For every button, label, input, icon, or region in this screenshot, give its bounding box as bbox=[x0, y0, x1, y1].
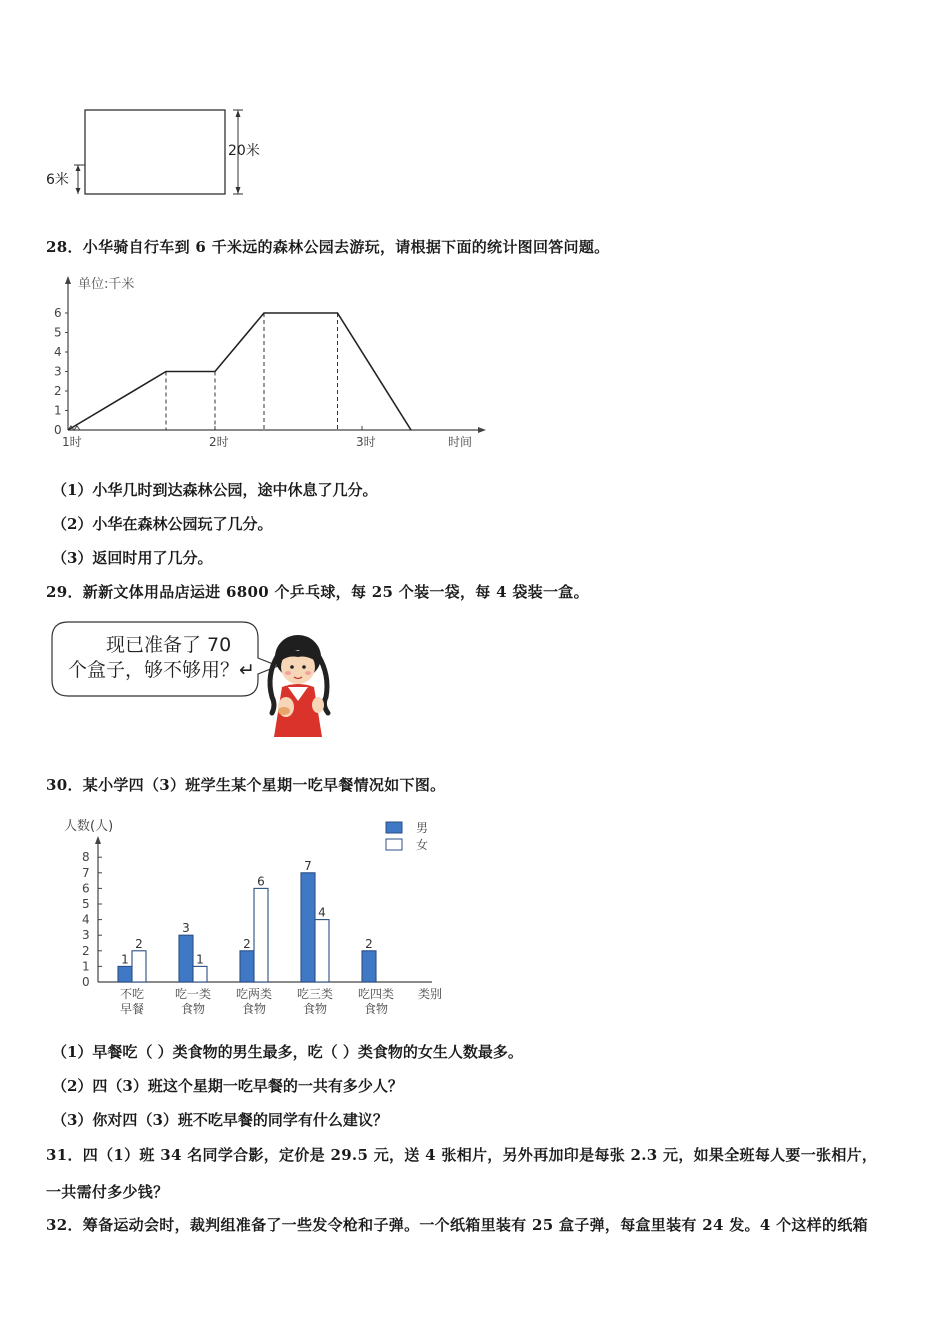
y-tick-label: 0 bbox=[82, 975, 90, 989]
question-31-line1: 31．四（1）班 34 名同学合影，定价是 29.5 元，送 4 张相片，另外再加印是每张 2.3 元，如果全班每人要一张相片， bbox=[46, 1146, 878, 1164]
legend-swatch bbox=[386, 839, 402, 850]
y-tick-label: 6 bbox=[54, 306, 62, 320]
y-tick-label: 1 bbox=[82, 959, 90, 974]
legend-swatch bbox=[386, 822, 402, 833]
q30-sub1: （1）早餐吃（ ）类食物的男生最多，吃（ ）类食物的女生人数最多。 bbox=[52, 1043, 523, 1061]
q28-sub1: （1）小华几时到达森林公园，途中休息了几分。 bbox=[52, 481, 378, 499]
distance-series-line bbox=[68, 313, 411, 430]
question-31-line2: 一共需付多少钱？ bbox=[46, 1183, 169, 1201]
x-axis-title: 类别 bbox=[417, 987, 443, 1001]
bar-data-label: 2 bbox=[365, 936, 373, 951]
y-tick-label: 1 bbox=[54, 403, 62, 418]
question-32-line1: 32．筹备运动会时，裁判组准备了一些发令枪和子弹。一个纸箱里装有 25 盒子弹，每盒里装有 24 发。4 个这样的纸箱 bbox=[46, 1216, 868, 1234]
q30-sub3: （3）你对四（3）班不吃早餐的同学有什么建议？ bbox=[52, 1111, 388, 1129]
question-30: 30．某小学四（3）班学生某个星期一吃早餐情况如下图。 bbox=[46, 776, 446, 794]
bar-data-label: 1 bbox=[196, 952, 204, 967]
y-tick-label: 4 bbox=[82, 912, 90, 927]
legend-label: 女 bbox=[416, 838, 429, 852]
y-tick-label: 7 bbox=[82, 865, 90, 880]
y-axis-arrow bbox=[65, 276, 71, 284]
bar-girls bbox=[193, 966, 207, 982]
category-label-line2: 食物 bbox=[241, 1002, 267, 1016]
bar-data-label: 4 bbox=[318, 905, 326, 920]
category-label-line2: 食物 bbox=[302, 1002, 328, 1016]
bar-girls bbox=[254, 888, 268, 982]
y-tick-label: 0 bbox=[54, 423, 62, 437]
category-label-line2: 早餐 bbox=[119, 1002, 145, 1016]
bar-boys bbox=[301, 873, 315, 982]
bar-girls bbox=[132, 951, 146, 982]
rectangle-shape bbox=[85, 110, 225, 194]
y-tick-label: 8 bbox=[82, 850, 90, 865]
bar-data-label: 6 bbox=[257, 874, 265, 889]
x-tick-label: 2时 bbox=[209, 435, 229, 449]
y-tick-label: 3 bbox=[82, 928, 90, 943]
y-tick-label: 5 bbox=[54, 325, 62, 340]
bubble-line-2: 个盒子，够不够用？↵ bbox=[68, 659, 255, 681]
category-label-line2: 食物 bbox=[363, 1002, 389, 1016]
y-tick-label: 6 bbox=[82, 881, 90, 896]
bar-data-label: 2 bbox=[135, 936, 143, 951]
category-label: 吃一类 bbox=[174, 987, 212, 1001]
bar-data-label: 2 bbox=[243, 936, 251, 951]
bar-boys bbox=[179, 935, 193, 982]
x-axis-arrow bbox=[478, 427, 486, 433]
label-20m: 20米 bbox=[228, 143, 260, 159]
y-tick-label: 3 bbox=[54, 364, 62, 379]
category-label: 吃三类 bbox=[296, 987, 334, 1001]
bar-data-label: 3 bbox=[182, 921, 190, 936]
q28-sub2: （2）小华在森林公园玩了几分。 bbox=[52, 515, 273, 533]
q30-sub2: （2）四（3）班这个星期一吃早餐的一共有多少人？ bbox=[52, 1077, 403, 1095]
x-axis-title: 时间 bbox=[448, 435, 473, 449]
bar-boys bbox=[362, 951, 376, 982]
label-6m: 6米 bbox=[46, 172, 69, 188]
breakfast-bar-chart bbox=[60, 812, 460, 1026]
question-29: 29．新新文体用品店运进 6800 个乒乓球，每 25 个装一袋，每 4 袋装一盒。 bbox=[46, 583, 589, 601]
legend-label: 男 bbox=[416, 821, 429, 835]
y-tick-label: 2 bbox=[82, 943, 90, 958]
x-tick-label: 1时 bbox=[62, 435, 82, 449]
bar-data-label: 7 bbox=[304, 858, 312, 873]
bar-boys bbox=[240, 951, 254, 982]
y-axis-title: 人数(人) bbox=[64, 819, 114, 834]
bar-data-label: 1 bbox=[121, 952, 129, 967]
category-label: 吃两类 bbox=[235, 987, 273, 1001]
girl-illustration bbox=[258, 625, 348, 745]
category-label: 不吃 bbox=[119, 987, 145, 1001]
question-28: 28．小华骑自行车到 6 千米远的森林公园去游玩，请根据下面的统计图回答问题。 bbox=[46, 238, 610, 256]
x-tick-label: 3时 bbox=[356, 435, 376, 449]
q28-sub3: （3）返回时用了几分。 bbox=[52, 549, 213, 567]
y-tick-label: 4 bbox=[54, 345, 62, 359]
y-axis-title: 单位:千米 bbox=[78, 277, 135, 292]
y-axis-arrow bbox=[95, 836, 101, 844]
category-label-line2: 食物 bbox=[180, 1002, 206, 1016]
distance-line-chart bbox=[40, 270, 500, 455]
y-tick-label: 2 bbox=[54, 384, 62, 398]
bubble-line-1: 现已准备了 70 bbox=[106, 634, 232, 656]
y-tick-label: 5 bbox=[82, 897, 90, 911]
rectangle-figure bbox=[40, 100, 280, 210]
category-label: 吃四类 bbox=[357, 987, 395, 1001]
bar-boys bbox=[118, 966, 132, 982]
bar-girls bbox=[315, 920, 329, 982]
